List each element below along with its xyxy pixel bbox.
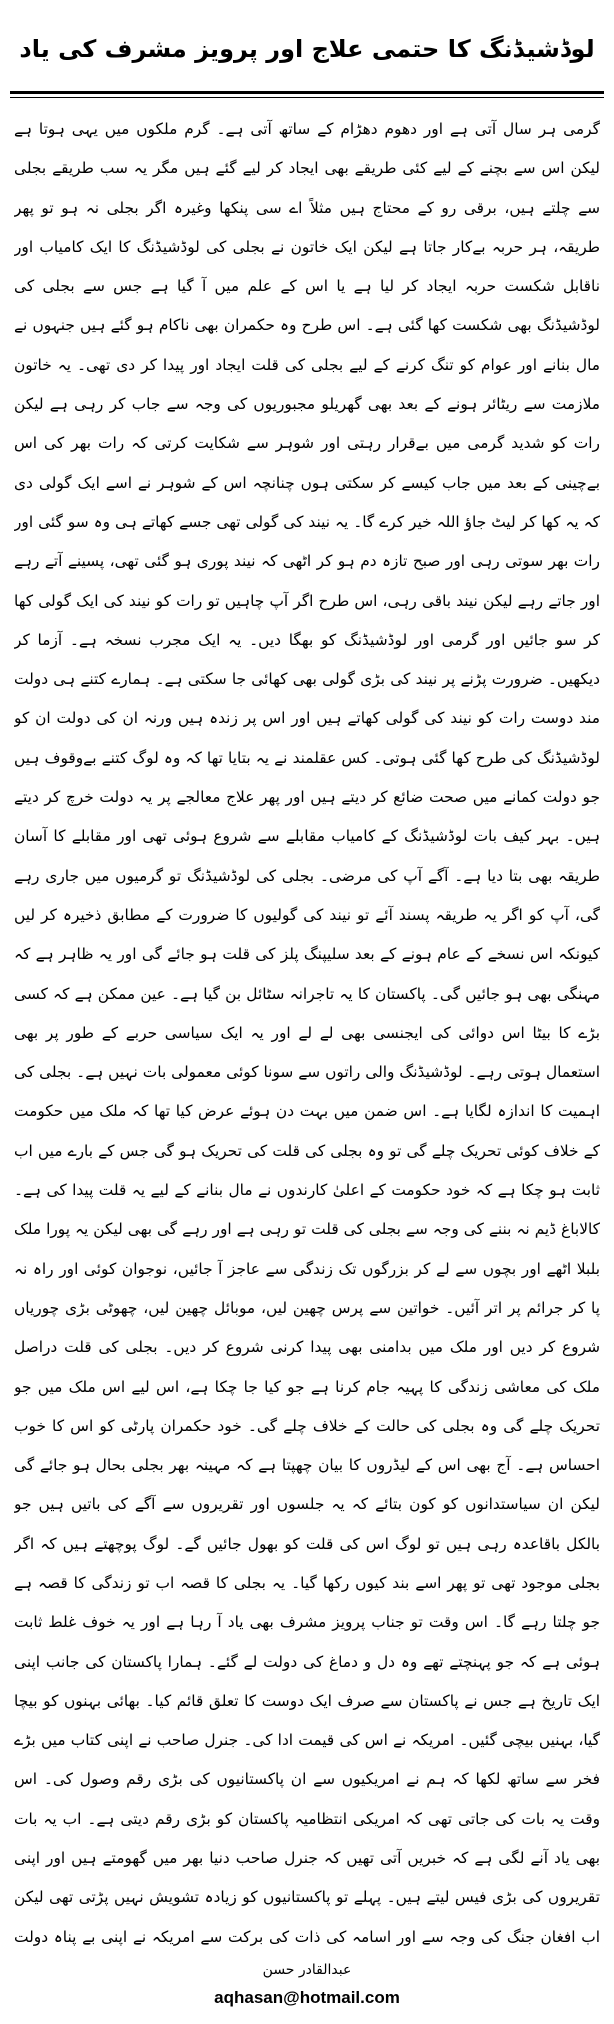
headline: لوڈشیڈنگ کا حتمی علاج اور پرویز مشرف کی یاد xyxy=(19,34,595,63)
headline-divider xyxy=(10,91,604,94)
headline-divider-thin xyxy=(10,97,604,98)
author-byline: عبدالقادر حسن xyxy=(262,1962,352,1978)
article-body xyxy=(14,110,600,1956)
article-paragraph: گرمی ہر سال آتی ہے اور دھوم دھڑام کے ساتھ آتی ہے۔ گرم ملکوں میں یہی ہوتا ہے لیکن اس سے بچنے کے لیے کئی طریقے بھی ایجاد کر لیے گئے ہیں مگر یہ سب طریقے بجلی سے چلتے ہیں، برقی رو کے محتاج ہیں مثلاً اے سی پنکھا وغیرہ اگر بجلی نہ ہو تو پھر طریقہ، ہر حربہ بےکار جاتا ہے لیکن ایک خاتون نے بجلی کی لوڈشیڈنگ کا ایک کامیاب اور ناقابل شکست حربہ ایجاد کر لیا ہے یا اس کے علم میں آ گیا ہے جس سے بجلی کی لوڈشیڈنگ بھی شکست کھا گئی ہے۔ اس طرح وہ حکمران بھی ناکام ہو گئے ہیں جنہوں نے مال بنانے اور عوام کو تنگ کرنے کے لیے بجلی کی قلت ایجاد اور پیدا کر دی تھی۔ یہ خاتون ملازمت سے ریٹائر ہونے کے بعد بھی گھریلو مجبوریوں کی وجہ سے جاب کر رہی ہے لیکن رات کو شدید گرمی میں بےقرار رہتی اور شوہر سے شکایت کرتی کہ رات بھر کی اس بےچینی کے بعد میں جاب کیسے کر سکتی ہوں چنانچہ اس کے شوہر نے اسے ایک گولی دی کہ یہ کھا کر لیٹ جاؤ اللہ خیر کرے گا۔ یہ نیند کی گولی تھی جسے کھاتے ہی وہ سو گئی اور رات بھر سوتی رہی اور صبح تازہ دم ہو کر اٹھی کہ نیند پوری ہو گئی تھی، پسینے آتے رہے اور جاتے رہے لیکن نیند باقی رہی، اس طرح اگر آپ چاہیں تو رات کو نیند کی ایک گولی کھا کر سو جائیں اور گرمی اور لوڈشیڈنگ کو بھگا دیں۔ یہ ایک مجرب نسخہ ہے۔ آزما کر دیکھیں۔ ضرورت پڑنے پر نیند کی بڑی گولی بھی کھائی جا سکتی ہے۔ ہمارے کتنے ہی دولت مند دوست رات کو نیند کی گولی کھاتے ہیں اور اس پر زندہ ہیں ورنہ ان کی دولت ان کو لوڈشیڈنگ کی طرح کھا گئی ہوتی۔ کس عقلمند نے یہ بتایا تھا کہ وہ لوگ کتنے بےوقوف ہیں جو دولت کمانے میں صحت ضائع کر دیتے ہیں اور پھر علاج معالجے پر یہ دولت خرچ کر دیتے ہیں۔ بہر کیف بات لوڈشیڈنگ کے کامیاب مقابلے سے شروع ہوئی تھی اور مقابلے کا آسان طریقہ بھی بتا دیا ہے۔ آگے آپ کی مرضی۔ بجلی کی لوڈشیڈنگ تو گرمیوں میں جاری رہے گی، آپ کو اگر یہ طریقہ پسند آئے تو نیند کی گولیوں کا ضرورت کے مطابق ذخیرہ کر لیں کیونکہ اس نسخے کے عام ہونے کے بعد سلیپنگ پلز کی قلت ہو جائے گی اور یہ ظاہر ہے کہ مہنگی بھی ہو جائیں گی۔ پاکستان کا یہ تاجرانہ سٹائل بن گیا ہے۔ عین ممکن ہے کہ کسی بڑے کا بیٹا اس دوائی کی ایجنسی بھی لے لے اور یہ ایک سیاسی حربے کے طور پر بھی استعمال ہوتی رہے۔ لوڈشیڈنگ والی راتوں سے سونا کوئی معمولی بات نہیں ہے۔ بجلی کی اہمیت کا اندازہ لگایا ہے۔ اس ضمن میں بہت دن ہوئے عرض کیا تھا کہ ملک میں حکومت کے خلاف کوئی تحریک چلے گی تو وہ بجلی کی قلت کی تحریک ہو گی جس کے بارے میں اب ثابت ہو چکا ہے کہ خود حکومت کے اعلیٰ کارندوں نے مال بنانے کے لیے یہ قلت پیدا کی ہے۔ کالاباغ ڈیم نہ بننے کی وجہ سے بجلی کی قلت تو رہی ہے اور رہے گی بھی لیکن یہ پورا ملک بلبلا اٹھے اور بچوں سے لے کر بزرگوں تک زندگی سے عاجز آ جائیں، نوجوان کوئی اور راہ نہ پا کر جرائم پر اتر آئیں۔ خواتین سے پرس چھین لیں، موبائل چھین لیں، چھوٹی بڑی چوریاں شروع کر دیں اور ملک میں بدامنی بھی پیدا کرنی شروع کر دیں۔ بجلی کی قلت دراصل ملک کی معاشی زندگی کا پہیہ جام کرنا ہے جو کیا جا چکا ہے، اس لیے اس ملک میں جو تحریک چلے گی وہ بجلی کی حالت کے خلاف چلے گی۔ خود حکمران پارٹی کو اس کا خوب احساس ہے۔ آج بھی اس کے لیڈروں کا بیان چھپتا ہے کہ مہینہ بھر بجلی بحال ہو جائے گی لیکن ان سیاستدانوں کو کون بتائے کہ یہ جلسوں اور تقریروں سے آگے کی باتیں ہیں جو بالکل باقاعدہ رہی ہیں تو لوگ اس کی قلت کو بھول جائیں گے۔ لوگ پوچھتے ہیں کہ اگر بجلی موجود تھی تو پھر اسے بند کیوں رکھا گیا۔ یہ بجلی کا قصہ اب تو زندگی کا قصہ ہے جو چلتا رہے گا۔ اس وقت تو جناب پرویز مشرف بھی یاد آ رہا ہے اور یہ خوف غلط ثابت ہوئی ہے کہ جو پہنچتے تھے وہ دل و دماغ کی دولت لے گئے۔ ہمارا پاکستان کی جانب اپنی ایک تاریخ ہے جس نے پاکستان سے صرف ایک دوست کا تعلق قائم کیا۔ بھائی بہنوں کو بیچا گیا، بہنیں بیچی گئیں۔ امریکہ نے اس کی قیمت ادا کی۔ جنرل صاحب نے اپنی کتاب میں بڑے فخر سے ساتھ لکھا کہ ہم نے امریکیوں سے ان پاکستانیوں کی بڑی رقم وصول کی۔ اس وقت یہ بات کی جاتی تھی کہ امریکی انتظامیہ پاکستان کو بڑی رقم دیتی ہے۔ اب یہ بات بھی یاد آنے لگی ہے کہ خبریں آتی تھیں کہ جنرل صاحب دنیا بھر میں گھومتے ہیں اور اپنی تقریروں کی بڑی فیس لیتے ہیں۔ پہلے تو پاکستانیوں کو زیادہ تشویش نہیں پڑتی تھی لیکن اب افغان جنگ کی وجہ سے اور اسامہ کی ذات کی برکت سے امریکہ نے اپنی بے پناہ دولت xyxy=(14,120,600,1946)
author-email: aqhasan@hotmail.com xyxy=(214,1988,400,2007)
